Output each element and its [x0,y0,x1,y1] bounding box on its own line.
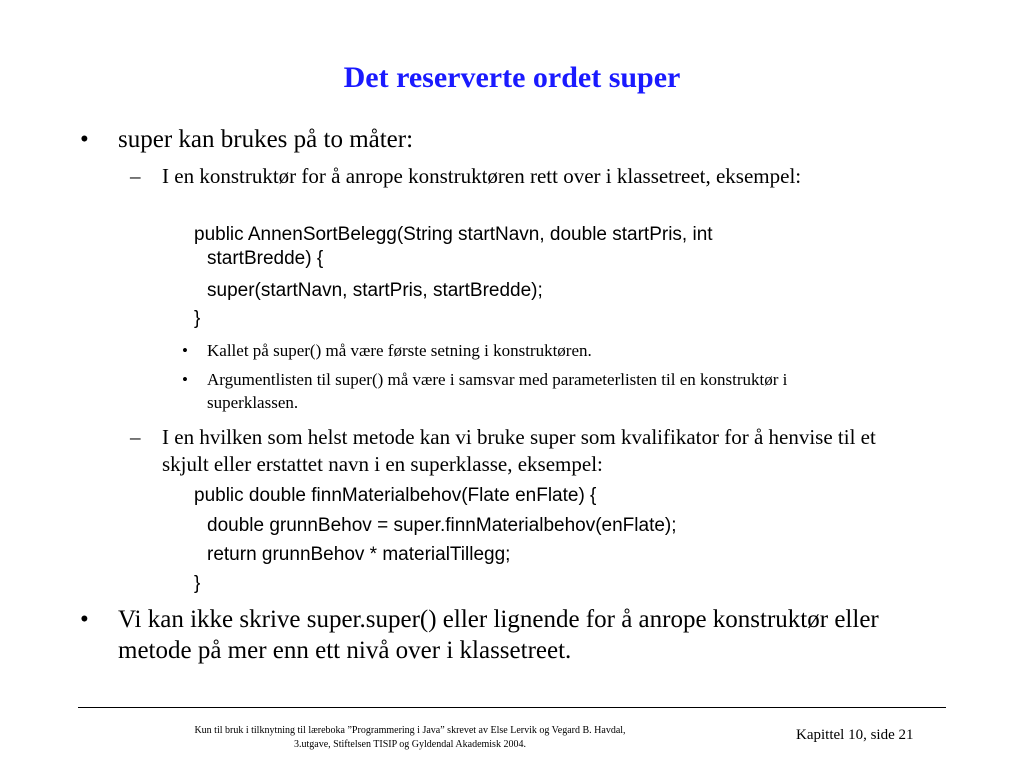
code-text: double grunnBehov = [207,515,394,536]
code-line: public double finnMaterialbehov(Flate enFlate) { [194,485,597,506]
code-line: } [194,308,201,329]
sub-item [130,424,900,478]
sub-item [130,163,830,190]
dash-marker: – [130,164,141,188]
bullet-marker: • [182,370,188,389]
bullet-marker: • [182,341,188,360]
bullet-text: Vi kan ikke skrive super.super() eller lignende for å anrope konstruktør eller metode på mer enn ett nivå over i klassetreet. [118,606,879,664]
slide-title: Det reserverte ordet super [343,61,681,94]
sub-item-text: I en konstruktør for å anrope konstruktøren rett over i klassetreet, eksempel: [162,164,802,188]
code-text: .finnMaterialbehov(enFlate); [439,515,677,536]
code-line [207,514,677,537]
bullet-marker: • [80,606,89,633]
footer-credit-line: 3.utgave, Stiftelsen TISIP og Gyldendal Akademisk 2004. [294,739,526,750]
bullet-text: super kan brukes på to måter: [118,126,414,153]
code-keyword: super [393,515,440,536]
sub-item-text: I en hvilken som helst metode kan vi bruke super som kvalifikator for å henvise til et skjult eller erstattet navn i en superklasse, eksempel: [162,425,876,476]
sub-sub-item [182,368,882,414]
code-line [207,279,543,302]
footer-credit [140,724,680,752]
sub-sub-item-text: Argumentlisten til super() må være i samsvar med parameterlisten til en konstruktør i superklassen. [207,370,788,412]
bullet-item [80,604,940,666]
sub-sub-item-text: Kallet på super() må være første setning i konstruktøren. [207,341,592,360]
page-number: Kapittel 10, side 21 [796,727,914,743]
footer-divider [78,707,946,708]
footer-credit-line: Kun til bruk i tilknytning til læreboka ”Programmering i Java” skrevet av Else Lervik og Vegard B. Havdal, [194,725,626,736]
code-text: (startNavn, startPris, startBredde); [254,280,543,301]
bullet-item [80,124,940,155]
code-line: return grunnBehov * materialTillegg; [207,544,511,565]
bullet-marker: • [80,126,89,153]
code-keyword: super [207,280,255,301]
code-line: public AnnenSortBelegg(String startNavn, double startPris, int [194,224,713,245]
dash-marker: – [130,425,141,449]
code-line: startBredde) { [207,248,324,269]
sub-sub-item [182,339,882,362]
code-line: } [194,573,201,594]
